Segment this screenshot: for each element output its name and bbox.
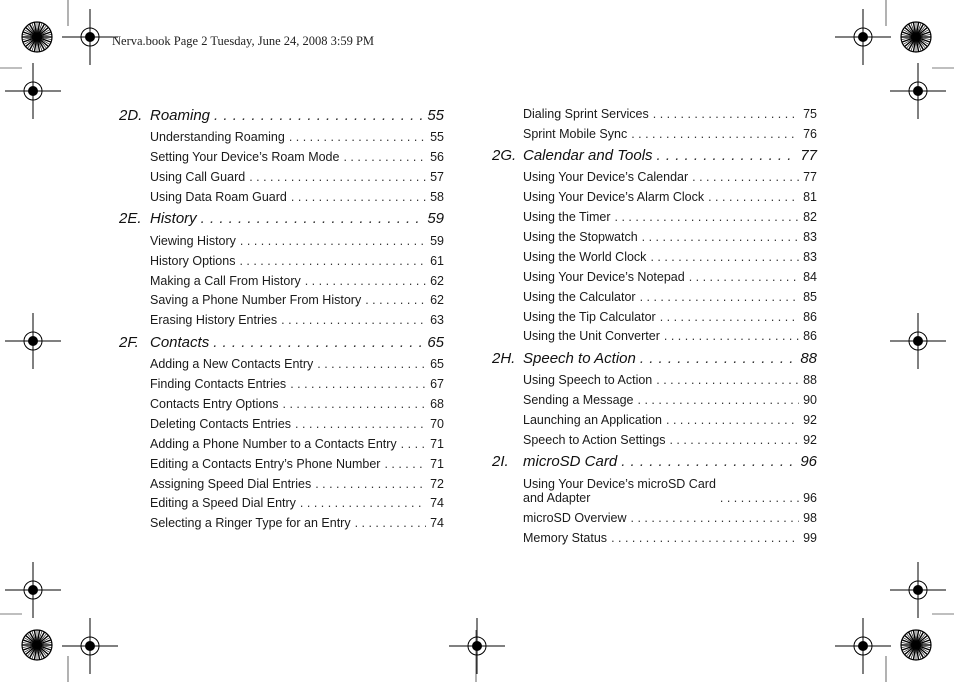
dot-leader [249,170,426,184]
page-number: 62 [430,293,444,307]
page-number: 83 [803,230,817,244]
page-number: 99 [803,531,817,545]
dot-leader [664,329,799,343]
entry-title: Using the World Clock [523,250,647,264]
section-number: 2F. [119,334,139,351]
entry-title: Using Your Device’s Alarm Clock [523,190,705,204]
section-title: Roaming [150,107,211,124]
dot-leader [239,254,426,268]
toc-entry [523,511,817,525]
dot-leader [656,373,799,387]
entry-title: Using the Unit Converter [523,329,660,343]
entry-title: microSD Overview [523,511,627,525]
dot-leader [638,393,800,407]
dot-leader [640,350,796,367]
page-number: 90 [803,393,817,407]
toc-entry [523,310,817,324]
entry-title: Using the Stopwatch [523,230,638,244]
entry-title: Sprint Mobile Sync [523,127,628,141]
page-number: 55 [427,107,444,124]
dot-leader [315,477,426,491]
page-number: 96 [800,453,817,470]
dot-leader [631,127,799,141]
entry-title-continued: and Adapter [523,491,591,505]
page-number: 58 [430,190,444,204]
dot-leader [289,130,426,144]
dot-leader [708,190,799,204]
dot-leader [300,496,426,510]
page-number: 61 [430,254,444,268]
section-number: 2H. [492,350,516,367]
entry-title: Deleting Contacts Entries [150,417,292,431]
page-number: 71 [430,457,444,471]
dot-leader [305,274,426,288]
entry-title: Finding Contacts Entries [150,377,287,391]
page-number: 74 [430,496,444,510]
toc-entry [523,270,817,284]
toc-entry [150,274,444,288]
entry-title: Using Your Device’s Calendar [523,170,689,184]
dot-leader [290,377,426,391]
entry-title: Dialing Sprint Services [523,107,649,121]
entry-title: Saving a Phone Number From History [150,293,362,307]
toc-section-entry [492,453,817,470]
page-number: 70 [430,417,444,431]
dot-leader [291,190,426,204]
toc-entry [523,477,817,505]
dot-leader [384,457,426,471]
entry-title: Using Call Guard [150,170,246,184]
section-title: microSD Card [523,453,618,470]
entry-title: Using the Timer [523,210,611,224]
entry-title: Using Speech to Action [523,373,653,387]
toc-entry [523,190,817,204]
dot-leader [343,150,426,164]
page-number: 75 [803,107,817,121]
toc-entry [523,433,817,447]
page-number: 59 [430,234,444,248]
entry-title: History Options [150,254,236,268]
page-number: 55 [430,130,444,144]
page-header: Nerva.book Page 2 Tuesday, June 24, 2008 3:59 PM [112,34,375,48]
page-number: 82 [803,210,817,224]
dot-leader [660,310,799,324]
page-number: 56 [430,150,444,164]
toc-entry [523,413,817,427]
entry-title: Adding a Phone Number to a Contacts Entry [150,437,397,451]
entry-title: Understanding Roaming [150,130,285,144]
page-number: 96 [803,491,817,505]
toc-entry [150,457,444,471]
entry-title: Viewing History [150,234,236,248]
dot-leader [611,531,799,545]
dot-leader [283,397,427,411]
toc-entry [150,130,444,144]
section-number: 2D. [119,107,143,124]
toc-entry [523,210,817,224]
toc-entry [523,393,817,407]
page-number: 65 [430,357,444,371]
section-number: 2G. [492,147,517,164]
dot-leader [281,313,426,327]
toc-entry [150,377,444,391]
page-number: 77 [803,170,817,184]
toc-entry [150,254,444,268]
dot-leader [615,210,800,224]
page-number: 88 [803,373,817,387]
toc-entry [150,417,444,431]
toc-entry [523,531,817,545]
page-number: 84 [803,270,817,284]
page-number: 86 [803,310,817,324]
page-number: 88 [800,350,817,367]
toc-entry [523,250,817,264]
entry-title: Using the Tip Calculator [523,310,656,324]
page-number: 92 [803,413,817,427]
page-number: 76 [803,127,817,141]
toc-entry [150,313,444,327]
toc-entry [150,293,444,307]
entry-title: Sending a Message [523,393,634,407]
toc-entry [523,230,817,244]
dot-leader [642,230,799,244]
page-number: 72 [430,477,444,491]
toc-section-entry [119,210,444,227]
page-number: 85 [803,290,817,304]
entry-title: Using Your Device’s Notepad [523,270,685,284]
dot-leader [689,270,799,284]
dot-leader [657,147,797,164]
section-title: Contacts [150,334,210,351]
toc-entry [523,107,817,121]
page-number: 77 [800,147,817,164]
entry-title: Making a Call From History [150,274,301,288]
dot-leader [653,107,799,121]
toc-entry [523,329,817,343]
dot-leader [317,357,426,371]
page-number: 65 [427,334,444,351]
entry-title: Using Your Device’s microSD Card [523,477,716,491]
entry-title: Editing a Speed Dial Entry [150,496,296,510]
page-number: 92 [803,433,817,447]
entry-title: Adding a New Contacts Entry [150,357,314,371]
page-number: 81 [803,190,817,204]
toc-entry [150,190,444,204]
entry-title: Using Data Roam Guard [150,190,287,204]
dot-leader [201,210,424,227]
toc-entry [150,397,444,411]
entry-title: Assigning Speed Dial Entries [150,477,312,491]
toc-section-entry [119,107,444,124]
entry-title: Contacts Entry Options [150,397,279,411]
dot-leader [669,433,799,447]
section-number: 2E. [119,210,142,227]
section-title: Speech to Action [523,350,636,367]
section-number: 2I. [492,453,509,470]
dot-leader [621,453,796,470]
dot-leader [640,290,800,304]
toc-entry [150,150,444,164]
page-number: 71 [430,437,444,451]
dot-leader [295,417,426,431]
dot-leader [692,170,799,184]
dot-leader [631,511,800,525]
entry-title: Erasing History Entries [150,313,278,327]
page-number: 63 [430,313,444,327]
toc-entry [150,477,444,491]
page-number: 68 [430,397,444,411]
toc-entry [150,234,444,248]
toc-entry [523,127,817,141]
page-number: 67 [430,377,444,391]
toc-entry [150,357,444,371]
entry-title: Speech to Action Settings [523,433,666,447]
toc-section-entry [492,147,817,164]
page-number: 57 [430,170,444,184]
page-number: 74 [430,516,444,530]
page-number: 83 [803,250,817,264]
toc-entry [150,170,444,184]
toc-section-entry [119,334,444,351]
page-number: 59 [427,210,444,227]
toc-entry [523,170,817,184]
toc-entry [150,496,444,510]
toc-entry [150,516,444,530]
toc-entry [150,437,444,451]
entry-title: Launching an Application [523,413,663,427]
page-number: 62 [430,274,444,288]
section-title: History [150,210,197,227]
entry-title: Setting Your Device’s Roam Mode [150,150,340,164]
entry-title: Using the Calculator [523,290,636,304]
page-number: 98 [803,511,817,525]
dot-leader [214,107,423,124]
dot-leader [213,334,423,351]
entry-title: Editing a Contacts Entry’s Phone Number [150,457,381,471]
dot-leader [355,516,427,530]
toc-section-entry [492,350,817,367]
section-title: Calendar and Tools [523,147,653,164]
page-number: 86 [803,329,817,343]
dot-leader [650,250,799,264]
entry-title: Memory Status [523,531,608,545]
toc-entry [523,373,817,387]
dot-leader [365,293,426,307]
entry-title: Selecting a Ringer Type for an Entry [150,516,351,530]
toc-entry [523,290,817,304]
dot-leader [401,437,426,451]
dot-leader [666,413,799,427]
dot-leader [240,234,426,248]
dot-leader [720,491,799,505]
